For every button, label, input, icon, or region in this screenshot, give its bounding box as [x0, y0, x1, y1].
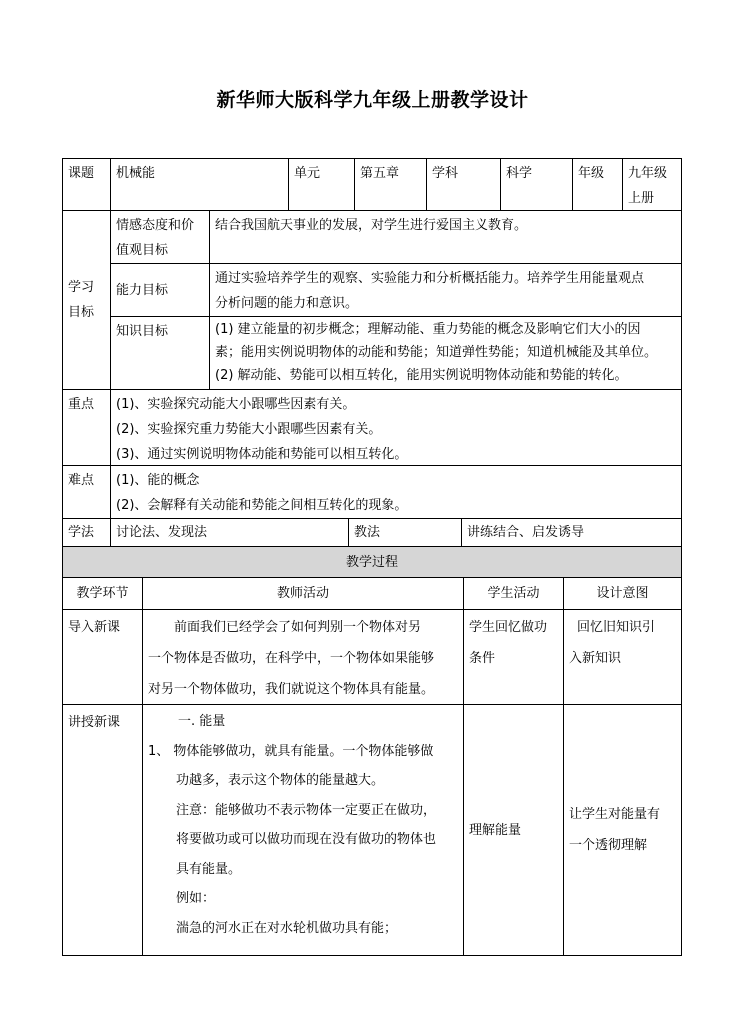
objectives-label-line: 学习	[68, 280, 95, 295]
lecture-teacher-line: 具有能量。	[176, 861, 242, 877]
grade-label: 年级	[578, 166, 605, 181]
lecture-teacher-line: 功越多，表示这个物体的能量越大。	[176, 773, 385, 788]
key-point-line: (1)、实验探究动能大小跟哪些因素有关。	[116, 397, 356, 412]
process-header-teacher	[143, 578, 464, 610]
objective-text-line: (1) 建立能量的初步概念；理解动能、重力势能的概念及影响它们大小的因	[215, 322, 641, 337]
difficult-points-label: 难点	[68, 473, 95, 488]
lecture-intent-line: 一个透彻理解	[569, 838, 648, 853]
objectives-label-line: 目标	[68, 305, 95, 320]
lecture-student-cell	[464, 705, 564, 956]
intro-teacher-line: 对另一个物体做功，我们就说这个物体具有能量。	[148, 682, 435, 697]
intro-stage-cell	[62, 610, 143, 705]
lecture-teacher-line: 注意：能够做功不表示物体一定要正在做功，	[176, 802, 437, 818]
difficult-point-line: (2)、会解释有关动能和势能之间相互转化的现象。	[116, 498, 408, 513]
difficult-points-label-cell	[62, 466, 111, 519]
intro-student-line: 条件	[469, 651, 496, 666]
lecture-teacher-cell	[143, 705, 464, 956]
lecture-teacher-line: 将要做功或可以做功而现在没有做功的物体也	[176, 832, 437, 847]
process-header-label: 教学环节	[76, 586, 129, 601]
lecture-teacher-line: 湍急的河水正在对水轮机做功具有能；	[176, 920, 398, 936]
lecture-intent-line: 让学生对能量有	[569, 807, 661, 822]
study-method-label-cell	[62, 519, 111, 547]
process-header-stage	[62, 578, 143, 610]
intro-teacher-cell	[143, 610, 464, 705]
intro-student-line: 学生回忆做功	[469, 620, 548, 635]
objective-name-cell	[111, 317, 210, 390]
study-method-value-cell	[111, 519, 349, 547]
lecture-stage: 讲授新课	[68, 715, 121, 730]
study-method-label: 学法	[68, 525, 95, 540]
unit-label: 单元	[294, 166, 321, 181]
intro-intent-line: 入新知识	[569, 651, 622, 666]
key-point-line: (3)、通过实例说明物体动能和势能可以相互转化。	[116, 447, 408, 462]
grade-value-line: 上册	[628, 191, 655, 206]
unit-value-cell	[355, 158, 427, 211]
grade-label-cell	[573, 158, 623, 211]
page-title: 新华师大版科学九年级上册教学设计	[216, 89, 529, 111]
subject-label: 学科	[432, 166, 459, 181]
key-points-label-cell	[62, 390, 111, 466]
objectives-label-cell	[62, 211, 111, 390]
process-title: 教学过程	[345, 554, 398, 570]
topic-value: 机械能	[116, 166, 156, 181]
teach-method-label: 教法	[354, 525, 381, 540]
key-points-content-cell	[111, 390, 682, 466]
objective-name-cell	[111, 211, 210, 264]
objective-text-line: 分析问题的能力和意识。	[215, 296, 359, 311]
subject-value-cell	[501, 158, 573, 211]
topic-label-cell	[62, 158, 111, 211]
unit-label-cell	[289, 158, 355, 211]
objective-name-line: 知识目标	[116, 324, 169, 339]
unit-value: 第五章	[360, 166, 400, 181]
process-header-label: 设计意图	[596, 586, 649, 601]
objective-text-cell	[210, 317, 682, 390]
intro-student-cell	[464, 610, 564, 705]
lecture-teacher-line: 1、 物体能够做功，就具有能量。一个物体能够做	[148, 743, 434, 759]
topic-label: 课题	[68, 166, 95, 181]
objective-name-cell	[111, 264, 210, 317]
objective-text-line: 结合我国航天事业的发展，对学生进行爱国主义教育。	[215, 218, 528, 233]
lecture-student: 理解能量	[469, 822, 522, 838]
study-method-value: 讨论法、发现法	[116, 525, 208, 540]
grade-value-line: 九年级	[628, 166, 668, 181]
teach-method-label-cell	[349, 519, 462, 547]
objective-name-line: 情感态度和价	[116, 218, 195, 233]
objective-text-line: 素；能用实例说明物体的动能和势能；知道弹性势能；知道机械能及其单位。	[215, 345, 658, 360]
process-header-label: 教师活动	[276, 586, 329, 601]
grade-value-cell	[623, 158, 682, 211]
lecture-teacher-line: 例如：	[176, 891, 216, 906]
lecture-stage-cell	[62, 705, 143, 956]
lecture-intent-cell	[564, 705, 682, 956]
intro-teacher-line: 一个物体是否做功，在科学中，一个物体如果能够	[148, 651, 435, 666]
teach-method-value: 讲练结合、启发诱导	[467, 525, 585, 540]
key-points-label: 重点	[68, 397, 95, 412]
process-header-intent	[564, 578, 682, 610]
intro-stage: 导入新课	[68, 620, 121, 635]
objective-text-line: 通过实验培养学生的观察、实验能力和分析概括能力。培养学生用能量观点	[215, 271, 645, 286]
subject-value: 科学	[506, 166, 533, 181]
difficult-points-content-cell	[111, 466, 682, 519]
process-header-label: 学生活动	[487, 586, 540, 601]
process-header-student	[464, 578, 564, 610]
intro-teacher-line: 前面我们已经学会了如何判别一个物体对另	[174, 620, 422, 635]
objective-text-cell	[210, 211, 682, 264]
process-title-cell	[62, 547, 682, 578]
topic-value-cell	[111, 158, 289, 211]
intro-intent-cell	[564, 610, 682, 705]
objective-text-line: (2) 解动能、势能可以相互转化，能用实例说明物体动能和势能的转化。	[215, 368, 628, 383]
objective-text-cell	[210, 264, 682, 317]
intro-intent-line: 回忆旧知识引	[577, 620, 656, 635]
lecture-teacher-line: 一. 能量	[178, 714, 226, 729]
subject-label-cell	[427, 158, 501, 211]
difficult-point-line: (1)、能的概念	[116, 473, 200, 488]
key-point-line: (2)、实验探究重力势能大小跟哪些因素有关。	[116, 422, 382, 437]
objective-name-line: 值观目标	[116, 243, 169, 258]
teach-method-value-cell	[462, 519, 682, 547]
objective-name-line: 能力目标	[116, 282, 169, 298]
